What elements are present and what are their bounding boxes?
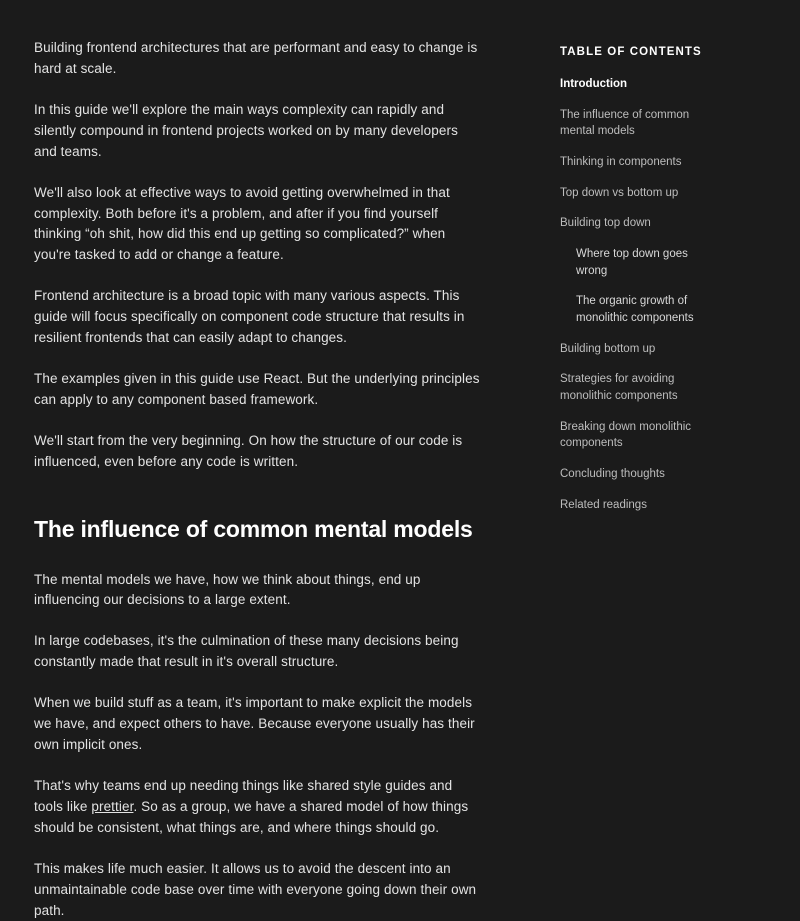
- intro-paragraph-2: In this guide we'll explore the main ways complexity can rapidly and silently compound in frontend projects worked on by many developers and teams.: [34, 101, 458, 159]
- paragraph-text-before: That's why teams end up needing things like shared style guides and tools like: [34, 777, 453, 814]
- toc-item-breaking-down-monolithic[interactable]: Breaking down monolithic components: [560, 420, 692, 450]
- toc-item-organic-growth[interactable]: The organic growth of monolithic components: [576, 295, 694, 325]
- section-heading: The influence of common mental models: [34, 515, 473, 542]
- toc-item-top-down-vs-bottom-up[interactable]: Top down vs bottom up: [560, 186, 679, 199]
- table-of-contents: [560, 0, 800, 697]
- intro-paragraph-4: Frontend architecture is a broad topic with many various aspects. This guide will focus specifically on component code structure that results in resilient frontends that can easily adapt to changes.: [34, 288, 465, 346]
- section-paragraph-2: In large codebases, it's the culmination of these many decisions being constantly made that result in it's overall structure.: [34, 633, 459, 670]
- intro-paragraph-3: We'll also look at effective ways to avoid getting overwhelmed in that complexity. Both before it's a problem, and after if you find yourself thinking “oh shit, how did this end up getting so complicated?” when you're tasked to add or change a feature.: [34, 184, 450, 263]
- toc-item-introduction[interactable]: Introduction: [560, 78, 628, 90]
- prettier-link[interactable]: prettier: [91, 798, 134, 814]
- section-paragraph-1: The mental models we have, how we think about things, end up influencing our decisions to a large extent.: [34, 571, 421, 608]
- toc-item-concluding-thoughts[interactable]: Concluding thoughts: [560, 468, 665, 481]
- toc-item-strategies-avoiding-monolithic[interactable]: Strategies for avoiding monolithic components: [560, 373, 678, 403]
- toc-item-related-readings[interactable]: Related readings: [560, 498, 647, 511]
- toc-item-mental-models[interactable]: The influence of common mental models: [560, 108, 690, 138]
- section-paragraph-5: This makes life much easier. It allows us to avoid the descent into an unmaintainable code base over time with everyone going down their own path.: [34, 860, 477, 918]
- intro-paragraph-5: The examples given in this guide use React. But the underlying principles can apply to any component based framework.: [34, 371, 480, 407]
- section-paragraph-4: [34, 776, 480, 839]
- toc-list: [560, 76, 800, 513]
- section-paragraph-3: When we build stuff as a team, it's important to make explicit the models we have, and expect others to have. Because everyone usually has their own implicit ones.: [34, 695, 475, 753]
- toc-item-thinking-in-components[interactable]: Thinking in components: [560, 156, 682, 169]
- paragraph-text-after: . So as a group, we have a shared model of how things should be consistent, what things are, and where things should go.: [34, 798, 469, 835]
- toc-item-building-bottom-up[interactable]: Building bottom up: [560, 342, 656, 355]
- intro-paragraph-6: We'll start from the very beginning. On how the structure of our code is influenced, even before any code is written.: [34, 432, 463, 469]
- intro-paragraph-1: Building frontend architectures that are performant and easy to change is hard at scale.: [34, 40, 478, 76]
- toc-item-building-top-down[interactable]: Building top down: [560, 217, 651, 230]
- toc-title: TABLE OF CONTENTS: [560, 46, 702, 58]
- toc-item-where-top-down-goes-wrong[interactable]: Where top down goes wrong: [576, 248, 688, 277]
